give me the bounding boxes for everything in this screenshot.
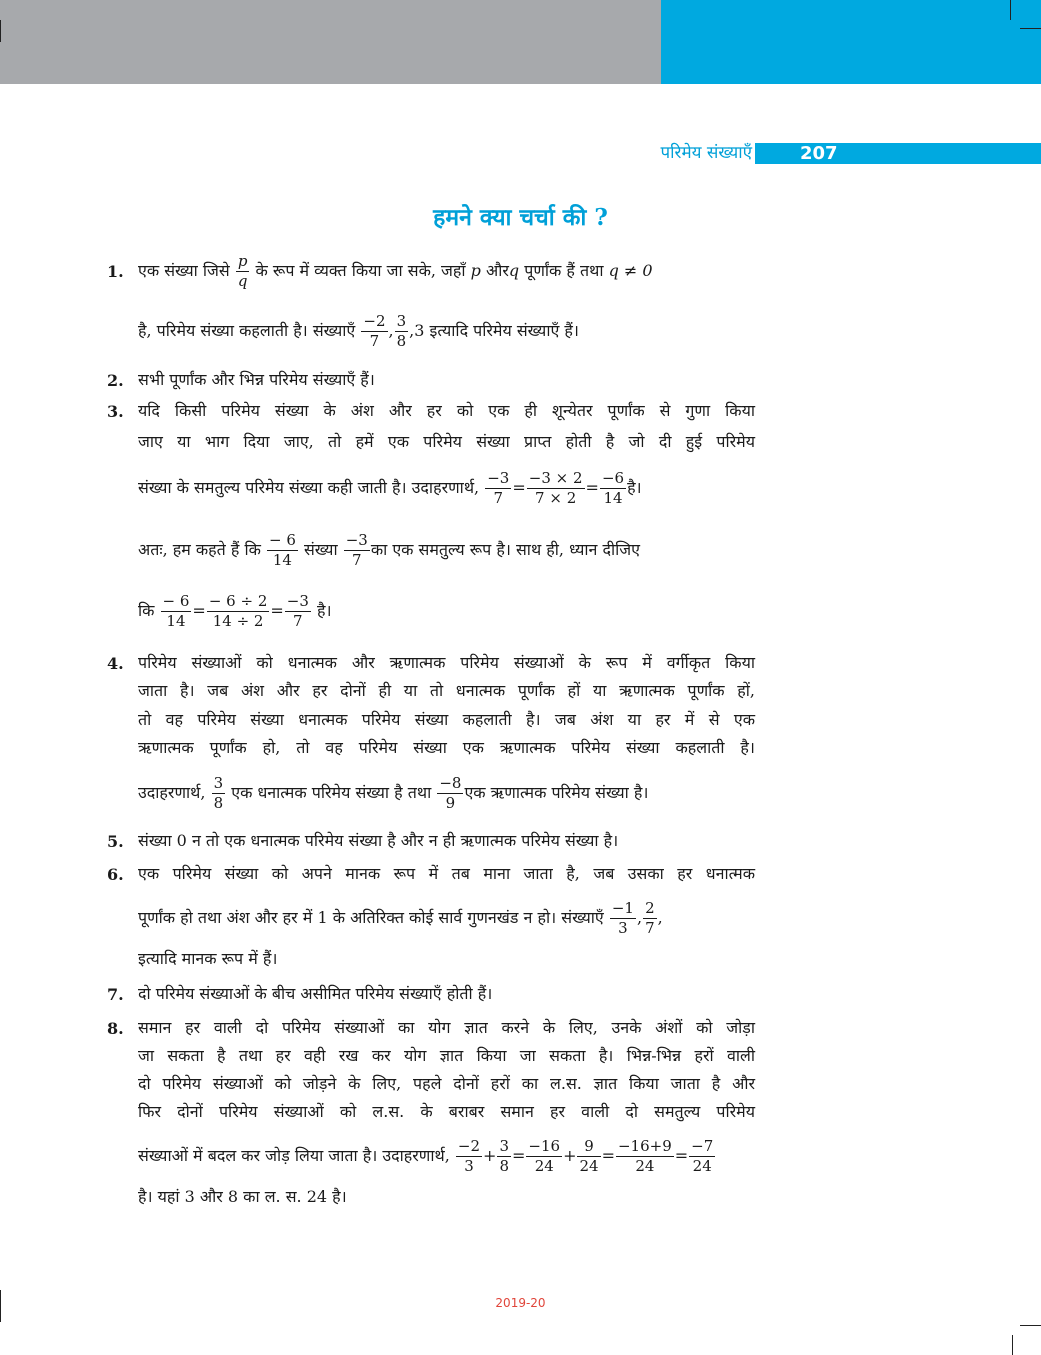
fraction: $\frac{-3}{7}$: [345, 531, 368, 569]
fraction: $\frac{-7}{24}$: [691, 1137, 714, 1175]
fraction: $\frac{-8}{9}$: [439, 774, 462, 812]
page-title: हमने क्या चर्चा की ?: [433, 204, 608, 231]
fraction: $\frac{-16+9}{24}$: [617, 1137, 672, 1175]
fraction: $\frac{p}{q}$: [237, 252, 248, 290]
fraction: $\frac{- 6}{14}$: [162, 592, 190, 630]
item-2-text: सभी पूर्णांक और भिन्न परिमेय संख्याएँ हैं।: [138, 370, 375, 389]
crop-mark: [1020, 1325, 1041, 1326]
fraction: $\frac{- 6 \div 2}{14 \div 2}$: [208, 592, 268, 630]
fraction: $\frac{3}{8}$: [499, 1137, 509, 1175]
fraction: $\frac{-16}{24}$: [528, 1137, 561, 1175]
header-band-gray: [0, 0, 661, 84]
fraction: $\frac{3}{8}$: [213, 774, 224, 812]
item-3-line-2: जाए या भाग दिया जाए, तो हमें एक परिमेय संख्या प्राप्त होती है जो दी हुई परिमेय: [138, 432, 755, 451]
fraction: $\frac{-3}{7}$: [286, 592, 309, 630]
item-number: 1.: [107, 262, 124, 281]
fraction: $\frac{-3 \times 2}{7 \times 2}$: [528, 469, 583, 507]
item-4-line-4: ऋणात्मक पूर्णांक हो, तो वह परिमेय संख्या एक ऋणात्मक परिमेय संख्या कहलाती है।: [138, 738, 755, 757]
running-header: [620, 143, 1041, 164]
item-3-line-3: संख्या के समतुल्य परिमेय संख्या कही जाती है। उदाहरणार्थ, $\frac{-3}{7}$ = $\frac{-3 \times 2}{7 \times 2}$ = $\frac{-6}{14}$ है।: [138, 469, 642, 507]
fraction: $\frac{-1}{3}$: [611, 899, 634, 937]
item-3-line-4: अतः, हम कहते हैं कि $\frac{- 6}{14}$ संख्या $\frac{-3}{7}$ का एक समतुल्य रूप है। साथ ही, ध्यान दीजिए: [138, 531, 640, 569]
fraction: $\frac{-2}{3}$: [457, 1137, 481, 1175]
item-number: 4.: [107, 654, 124, 673]
item-number: 6.: [107, 865, 124, 884]
item-8-line-4: फिर दोनों परिमेय संख्याओं को ल.स. के बराबर समान हर वाली दो समतुल्य परिमेय: [138, 1102, 755, 1121]
item-7-text: दो परिमेय संख्याओं के बीच असीमित परिमेय संख्याएँ होती हैं।: [138, 984, 493, 1003]
item-3-line-1: यदि किसी परिमेय संख्या के अंश और हर को एक ही शून्येतर पूर्णांक से गुणा किया: [138, 401, 755, 420]
item-8-line-6: है। यहां 3 और 8 का ल. स. 24 है।: [138, 1187, 347, 1206]
crop-mark: [1010, 0, 1011, 20]
item-8-line-3: दो परिमेय संख्याओं को जोड़ने के लिए, पहले दोनों हरों का ल.स. ज्ञात किया जाता है और: [138, 1074, 755, 1093]
item-6-line-1: एक परिमेय संख्या को अपने मानक रूप में तब माना जाता है, जब उसका हर धनात्मक: [138, 864, 755, 883]
item-number: 8.: [107, 1019, 124, 1038]
item-5-text: संख्या 0 न तो एक धनात्मक परिमेय संख्या है और न ही ऋणात्मक परिमेय संख्या है।: [138, 831, 619, 850]
fraction: $\frac{-3}{7}$: [487, 469, 510, 507]
crop-mark: [1012, 1335, 1013, 1355]
item-number: 2.: [107, 371, 124, 390]
item-number: 5.: [107, 832, 124, 851]
item-1-line-1: एक संख्या जिसे $\frac{p}{q}$ के रूप में व्यक्त किया जा सके, जहाँ p औरq पूर्णांक हैं तथा q ≠ 0: [138, 252, 653, 290]
footer-year: 2019-20: [495, 1296, 546, 1310]
item-3-line-5: कि $\frac{- 6}{14}$ = $\frac{- 6 \div 2}{14 \div 2}$ = $\frac{-3}{7}$ है।: [138, 592, 332, 630]
fraction: $\frac{9}{24}$: [579, 1137, 599, 1175]
fraction: $\frac{3}{8}$: [396, 312, 407, 350]
item-6-line-3: इत्यादि मानक रूप में हैं।: [138, 949, 278, 968]
item-6-line-2: पूर्णांक हो तथा अंश और हर में 1 के अतिरिक्त कोई सार्व गुणनखंड न हो। संख्याएँ $\frac{-1}{3}$ , $\frac{2}{7}$ ,: [138, 899, 663, 937]
item-4-line-2: जाता है। जब अंश और हर दोनों ही या तो धनात्मक पूर्णांक हों या ऋणात्मक पूर्णांक हों,: [138, 681, 755, 700]
fraction: $\frac{- 6}{14}$: [269, 531, 296, 569]
item-8-line-5: संख्याओं में बदल कर जोड़ लिया जाता है। उदाहरणार्थ, $\frac{-2}{3}$ + $\frac{3}{8}$ = $\frac{-16}{24}$ + $\frac{9}{24}$ = $\frac{-16+9}{24}$ = $\frac{-7}{24}$: [138, 1137, 714, 1175]
header-band-blue: [661, 0, 1041, 84]
item-8-line-1: समान हर वाली दो परिमेय संख्याओं का योग ज्ञात करने के लिए, उनके अंशों को जोड़ा: [138, 1018, 755, 1037]
item-1-line-2: है, परिमेय संख्या कहलाती है। संख्याएँ $\frac{-2}{7}$ , $\frac{3}{8}$ ,3 इत्यादि परिमेय संख्याएँ हैं।: [138, 312, 579, 350]
item-4-line-5: उदाहरणार्थ, $\frac{3}{8}$ एक धनात्मक परिमेय संख्या है तथा $\frac{-8}{9}$ एक ऋणात्मक परिमेय संख्या है।: [138, 774, 649, 812]
item-4-line-3: तो वह परिमेय संख्या धनात्मक परिमेय संख्या कहलाती है। जब अंश या हर में से एक: [138, 710, 755, 729]
item-8-line-2: जा सकता है तथा हर वही रख कर योग ज्ञात किया जा सकता है। भिन्न-भिन्न हरों वाली: [138, 1046, 755, 1065]
page-number: 207: [800, 143, 838, 164]
page-number-bar: [755, 143, 1041, 164]
crop-mark: [1020, 28, 1041, 29]
fraction: $\frac{2}{7}$: [645, 899, 655, 937]
section-title: परिमेय संख्याएँ: [660, 143, 752, 163]
fraction: $\frac{-6}{14}$: [601, 469, 625, 507]
fraction: $\frac{-2}{7}$: [363, 312, 386, 350]
item-number: 7.: [107, 985, 124, 1004]
item-4-line-1: परिमेय संख्याओं को धनात्मक और ऋणात्मक परिमेय संख्याओं के रूप में वर्गीकृत किया: [138, 653, 755, 672]
item-number: 3.: [107, 402, 124, 421]
crop-mark: [0, 20, 1, 42]
